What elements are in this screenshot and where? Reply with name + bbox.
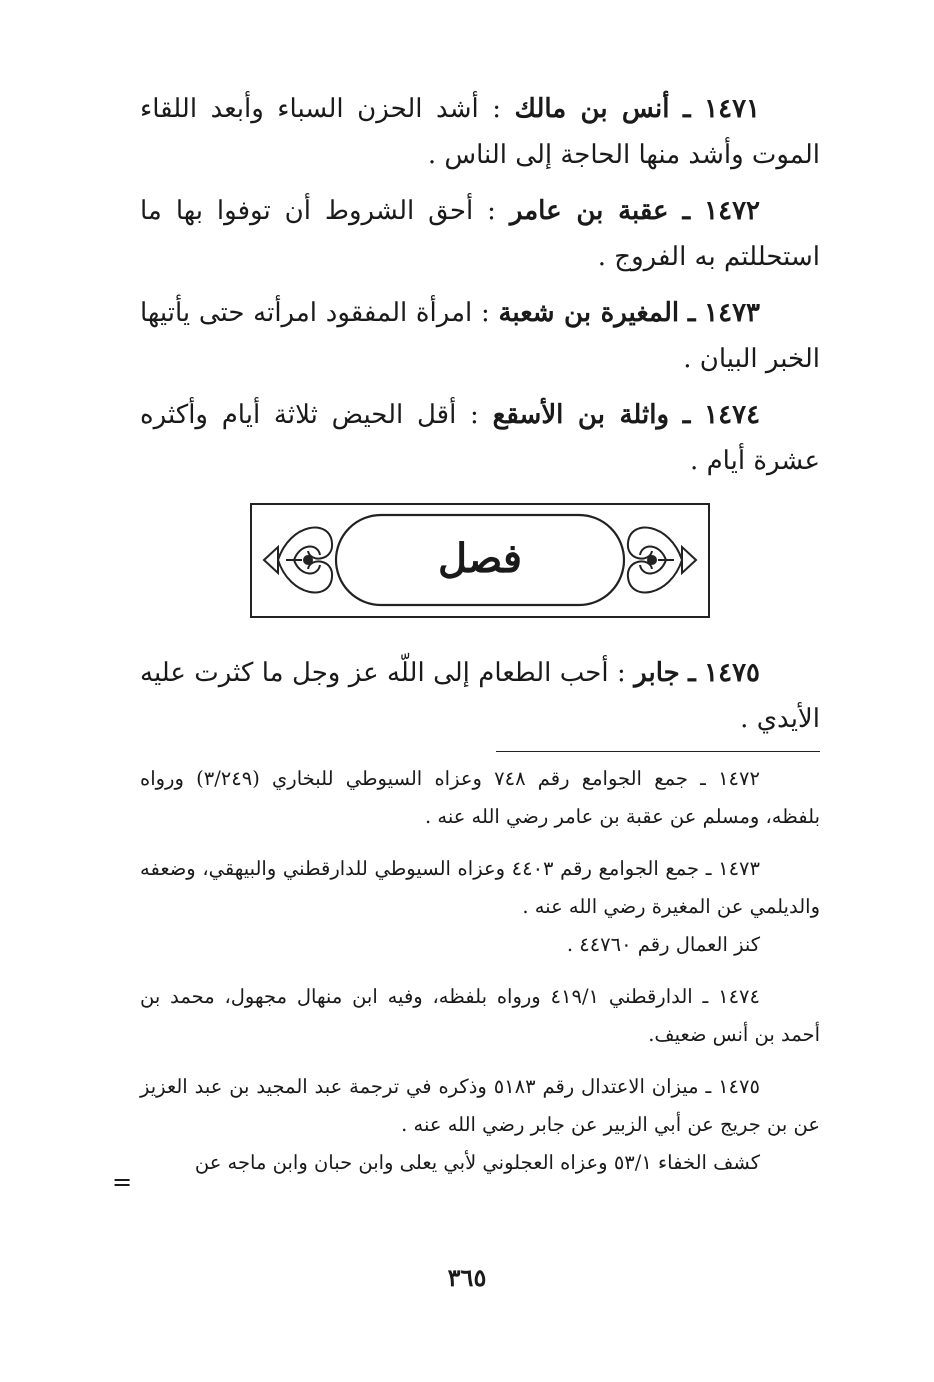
- narrator-name: أنس بن مالك: [514, 94, 670, 124]
- narrator-name: عقبة بن عامر: [509, 196, 669, 226]
- footnote-text: الدارقطني ٤١٩/١ ورواه بلفظه، وفيه ابن منهال مجهول، محمد بن أحمد بن أنس ضعيف.: [140, 985, 820, 1046]
- footnote-1475: ١٤٧٥ ـ ميزان الاعتدال رقم ٥١٨٣ وذكره في ترجمة عبد المجيد بن عبد العزيز عن بن جريج عن أبي الزبير عن جابر رضي الله عنه .: [140, 1075, 820, 1136]
- footnote-1472: ١٤٧٢ ـ جمع الجوامع رقم ٧٤٨ وعزاه السيوطي للبخاري (٣/٢٤٩) ورواه بلفظه، ومسلم عن عقبة بن عامر رضي الله عنه .: [140, 767, 820, 828]
- footnote-1475-extra: [140, 1144, 820, 1182]
- footnote-text: جمع الجوامع رقم ٧٤٨ وعزاه السيوطي للبخاري (٣/٢٤٩) ورواه بلفظه، ومسلم عن عقبة بن عامر رضي الله عنه .: [140, 767, 820, 828]
- entry-1474: ١٤٧٤ ـ واثلة بن الأسقع : أقل الحيض ثلاثة أيام وأكثره عشرة أيام .: [140, 400, 820, 476]
- entry-1473: ١٤٧٣ ـ المغيرة بن شعبة : امرأة المفقود امرأته حتى يأتيها الخبر البيان .: [140, 298, 820, 374]
- entry-number: ١٤٧٤: [704, 400, 761, 430]
- entry-text: أشد الحزن السباء وأبعد اللقاء الموت وأشد منها الحاجة إلى الناس .: [140, 94, 820, 170]
- section-heading-box: [250, 503, 710, 618]
- narrator-name: جابر: [634, 658, 680, 688]
- entry-1471: ١٤٧١ ـ أنس بن مالك : أشد الحزن السباء وأبعد اللقاء الموت وأشد منها الحاجة إلى الناس .: [140, 94, 820, 170]
- footnotes: [140, 760, 820, 1182]
- entry-number: ١٤٧٣: [704, 298, 760, 328]
- section-title: فصل: [437, 535, 523, 582]
- footnote-1473: ١٤٧٣ ـ جمع الجوامع رقم ٤٤٠٣ وعزاه السيوطي للدارقطني والبيهقي، وضعفه والديلمي عن المغيرة رضي الله عنه .: [140, 857, 820, 918]
- footnote-separator: [496, 751, 820, 752]
- footnote-text: ميزان الاعتدال رقم ٥١٨٣ وذكره في ترجمة عبد المجيد بن عبد العزيز عن بن جريج عن أبي الزبير عن جابر رضي الله عنه .: [140, 1075, 820, 1136]
- entry-text: امرأة المفقود امرأته حتى يأتيها الخبر البيان .: [140, 298, 820, 374]
- footnote-text: كشف الخفاء ٥٣/١ وعزاه العجلوني لأبي يعلى وابن حبان وابن ماجه عن: [194, 1151, 760, 1174]
- entry-number: ١٤٧٥: [704, 658, 760, 688]
- entry-number: ١٤٧٢: [704, 196, 760, 226]
- page-number: ٣٦٥: [447, 1263, 487, 1292]
- footnote-1473-extra: [140, 926, 820, 964]
- entries-bottom: [140, 650, 820, 742]
- entry-text: أحب الطعام إلى اللّه عز وجل ما كثرت عليه الأيدي .: [140, 658, 820, 734]
- entry-text: أحق الشروط أن توفوا بها ما استحللتم به الفروج .: [140, 196, 820, 272]
- entry-1472: ١٤٧٢ ـ عقبة بن عامر : أحق الشروط أن توفوا بها ما استحللتم به الفروج .: [140, 196, 820, 272]
- footnote-number: ١٤٧٣: [718, 857, 760, 880]
- entry-1475: ١٤٧٥ ـ جابر : أحب الطعام إلى اللّه عز وجل ما كثرت عليه الأيدي .: [140, 658, 820, 734]
- continuation-mark: =: [112, 1168, 133, 1196]
- footnote-text: كنز العمال رقم ٤٤٧٦٠ .: [566, 933, 760, 956]
- footnote-text: جمع الجوامع رقم ٤٤٠٣ وعزاه السيوطي للدارقطني والبيهقي، وضعفه والديلمي عن المغيرة رضي الله عنه .: [140, 857, 820, 918]
- entry-text: أقل الحيض ثلاثة أيام وأكثره عشرة أيام .: [140, 400, 820, 476]
- footnote-number: ١٤٧٥: [718, 1075, 760, 1098]
- footnote-number: ١٤٧٤: [718, 985, 760, 1008]
- entry-number: ١٤٧١: [704, 94, 761, 124]
- narrator-name: المغيرة بن شعبة: [498, 298, 680, 328]
- narrator-name: واثلة بن الأسقع: [492, 400, 670, 430]
- footnote-1474: ١٤٧٤ ـ الدارقطني ٤١٩/١ ورواه بلفظه، وفيه ابن منهال مجهول، محمد بن أحمد بن أنس ضعيف.: [140, 985, 820, 1046]
- footnote-number: ١٤٧٢: [718, 767, 760, 790]
- entries-top: [140, 86, 820, 484]
